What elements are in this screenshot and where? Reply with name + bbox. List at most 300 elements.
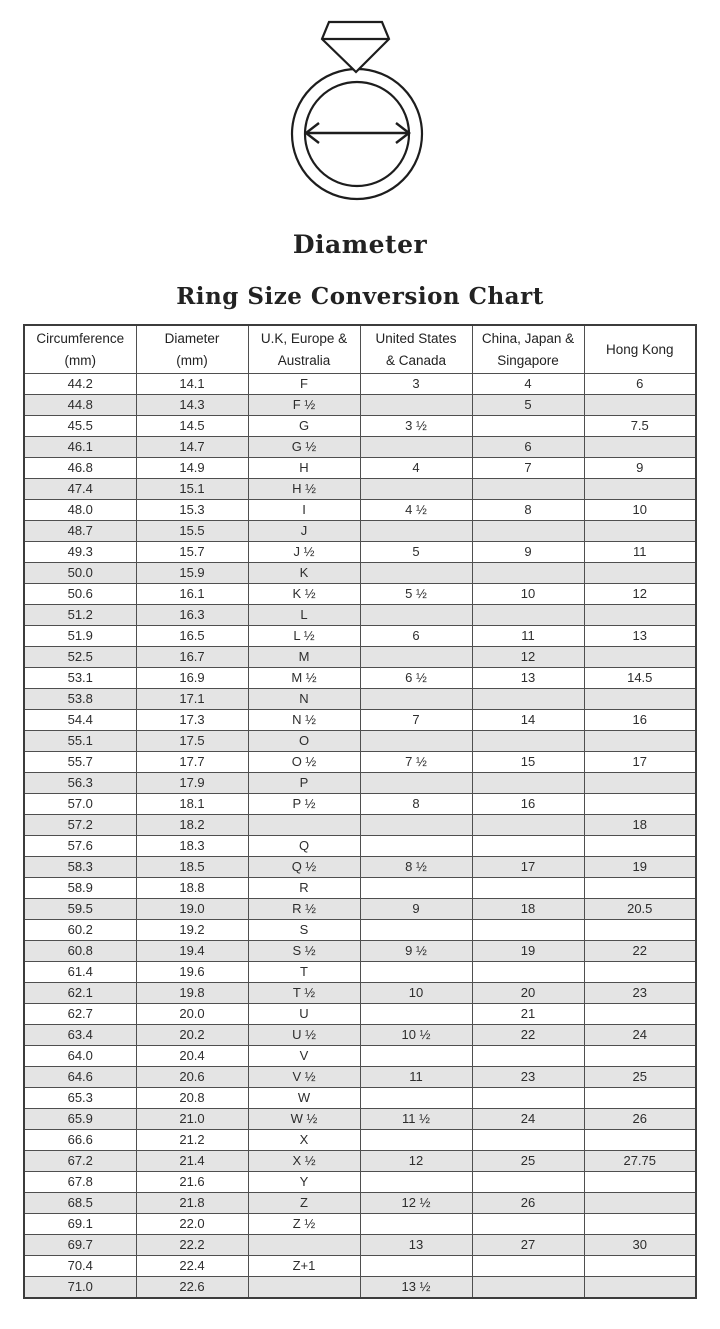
- cell-uk-europe-australia: N: [248, 689, 360, 710]
- cell-uk-europe-australia: P ½: [248, 794, 360, 815]
- cell-uk-europe-australia: I: [248, 500, 360, 521]
- cell-hong-kong: 26: [584, 1109, 696, 1130]
- cell-china-japan-singapore: 20: [472, 983, 584, 1004]
- cell-circumference: 55.1: [24, 731, 136, 752]
- column-header-circumference: Circumference (mm): [24, 325, 136, 374]
- cell-hong-kong: [584, 1214, 696, 1235]
- cell-china-japan-singapore: 5: [472, 395, 584, 416]
- cell-china-japan-singapore: 26: [472, 1193, 584, 1214]
- cell-us-canada: [360, 1046, 472, 1067]
- cell-hong-kong: [584, 962, 696, 983]
- cell-us-canada: 9: [360, 899, 472, 920]
- cell-diameter: 18.8: [136, 878, 248, 899]
- cell-hong-kong: 14.5: [584, 668, 696, 689]
- cell-circumference: 61.4: [24, 962, 136, 983]
- table-row: [24, 374, 696, 395]
- table-row: [24, 1046, 696, 1067]
- cell-us-canada: 11 ½: [360, 1109, 472, 1130]
- cell-diameter: 19.4: [136, 941, 248, 962]
- cell-us-canada: [360, 1172, 472, 1193]
- cell-hong-kong: [584, 395, 696, 416]
- cell-diameter: 15.3: [136, 500, 248, 521]
- cell-china-japan-singapore: [472, 1088, 584, 1109]
- table-row: [24, 962, 696, 983]
- cell-uk-europe-australia: S ½: [248, 941, 360, 962]
- cell-us-canada: [360, 1214, 472, 1235]
- cell-hong-kong: [584, 1046, 696, 1067]
- cell-diameter: 19.0: [136, 899, 248, 920]
- cell-circumference: 54.4: [24, 710, 136, 731]
- diameter-label: Diameter: [292, 230, 428, 259]
- table-row: [24, 1067, 696, 1088]
- cell-diameter: 18.3: [136, 836, 248, 857]
- cell-circumference: 65.9: [24, 1109, 136, 1130]
- cell-diameter: 20.2: [136, 1025, 248, 1046]
- cell-circumference: 60.8: [24, 941, 136, 962]
- cell-diameter: 22.0: [136, 1214, 248, 1235]
- cell-diameter: 19.6: [136, 962, 248, 983]
- cell-diameter: 16.3: [136, 605, 248, 626]
- table-row: [24, 1130, 696, 1151]
- cell-us-canada: [360, 395, 472, 416]
- cell-circumference: 62.1: [24, 983, 136, 1004]
- cell-circumference: 65.3: [24, 1088, 136, 1109]
- table-row: [24, 437, 696, 458]
- cell-uk-europe-australia: P: [248, 773, 360, 794]
- cell-circumference: 67.2: [24, 1151, 136, 1172]
- cell-circumference: 57.6: [24, 836, 136, 857]
- cell-us-canada: 10: [360, 983, 472, 1004]
- cell-us-canada: 3 ½: [360, 416, 472, 437]
- cell-circumference: 59.5: [24, 899, 136, 920]
- cell-hong-kong: 16: [584, 710, 696, 731]
- cell-diameter: 20.8: [136, 1088, 248, 1109]
- table-row: [24, 689, 696, 710]
- cell-china-japan-singapore: [472, 1277, 584, 1299]
- cell-diameter: 22.6: [136, 1277, 248, 1299]
- cell-diameter: 18.2: [136, 815, 248, 836]
- cell-circumference: 44.8: [24, 395, 136, 416]
- cell-uk-europe-australia: O: [248, 731, 360, 752]
- cell-uk-europe-australia: H: [248, 458, 360, 479]
- cell-china-japan-singapore: 13: [472, 668, 584, 689]
- cell-hong-kong: [584, 1172, 696, 1193]
- cell-us-canada: [360, 773, 472, 794]
- cell-diameter: 17.5: [136, 731, 248, 752]
- cell-us-canada: 13: [360, 1235, 472, 1256]
- table-row: [24, 1256, 696, 1277]
- cell-circumference: 70.4: [24, 1256, 136, 1277]
- cell-china-japan-singapore: 23: [472, 1067, 584, 1088]
- cell-china-japan-singapore: [472, 563, 584, 584]
- cell-circumference: 50.0: [24, 563, 136, 584]
- cell-uk-europe-australia: [248, 815, 360, 836]
- cell-uk-europe-australia: O ½: [248, 752, 360, 773]
- cell-china-japan-singapore: [472, 815, 584, 836]
- cell-china-japan-singapore: [472, 878, 584, 899]
- table-row: [24, 899, 696, 920]
- cell-china-japan-singapore: 6: [472, 437, 584, 458]
- cell-diameter: 17.1: [136, 689, 248, 710]
- table-row: [24, 1025, 696, 1046]
- cell-us-canada: 8 ½: [360, 857, 472, 878]
- table-row: [24, 542, 696, 563]
- cell-hong-kong: [584, 689, 696, 710]
- cell-uk-europe-australia: R ½: [248, 899, 360, 920]
- column-header-hong-kong: Hong Kong: [584, 325, 696, 374]
- cell-us-canada: 3: [360, 374, 472, 395]
- cell-circumference: 57.0: [24, 794, 136, 815]
- cell-uk-europe-australia: V ½: [248, 1067, 360, 1088]
- cell-circumference: 69.1: [24, 1214, 136, 1235]
- cell-uk-europe-australia: X: [248, 1130, 360, 1151]
- cell-us-canada: 9 ½: [360, 941, 472, 962]
- column-header-us-canada: United States & Canada: [360, 325, 472, 374]
- cell-circumference: 66.6: [24, 1130, 136, 1151]
- cell-diameter: 16.7: [136, 647, 248, 668]
- table-row: [24, 941, 696, 962]
- table-row: [24, 1277, 696, 1299]
- cell-hong-kong: [584, 1193, 696, 1214]
- cell-diameter: 14.1: [136, 374, 248, 395]
- cell-uk-europe-australia: M: [248, 647, 360, 668]
- cell-hong-kong: 24: [584, 1025, 696, 1046]
- cell-hong-kong: 20.5: [584, 899, 696, 920]
- cell-uk-europe-australia: M ½: [248, 668, 360, 689]
- cell-china-japan-singapore: 10: [472, 584, 584, 605]
- cell-uk-europe-australia: F ½: [248, 395, 360, 416]
- cell-us-canada: [360, 731, 472, 752]
- cell-circumference: 71.0: [24, 1277, 136, 1299]
- ring-figure: [0, 0, 720, 208]
- cell-uk-europe-australia: L ½: [248, 626, 360, 647]
- cell-uk-europe-australia: K: [248, 563, 360, 584]
- table-row: [24, 857, 696, 878]
- table-row: [24, 668, 696, 689]
- cell-hong-kong: 9: [584, 458, 696, 479]
- cell-china-japan-singapore: [472, 1214, 584, 1235]
- cell-us-canada: 5: [360, 542, 472, 563]
- cell-uk-europe-australia: U ½: [248, 1025, 360, 1046]
- cell-hong-kong: [584, 920, 696, 941]
- table-row: [24, 1109, 696, 1130]
- cell-hong-kong: [584, 521, 696, 542]
- cell-china-japan-singapore: [472, 1256, 584, 1277]
- cell-diameter: 21.4: [136, 1151, 248, 1172]
- cell-circumference: 48.0: [24, 500, 136, 521]
- cell-hong-kong: 22: [584, 941, 696, 962]
- cell-china-japan-singapore: [472, 836, 584, 857]
- cell-uk-europe-australia: W: [248, 1088, 360, 1109]
- cell-china-japan-singapore: 19: [472, 941, 584, 962]
- cell-uk-europe-australia: H ½: [248, 479, 360, 500]
- cell-china-japan-singapore: 16: [472, 794, 584, 815]
- cell-uk-europe-australia: U: [248, 1004, 360, 1025]
- cell-circumference: 57.2: [24, 815, 136, 836]
- cell-china-japan-singapore: 12: [472, 647, 584, 668]
- cell-china-japan-singapore: 17: [472, 857, 584, 878]
- cell-china-japan-singapore: 14: [472, 710, 584, 731]
- cell-hong-kong: [584, 647, 696, 668]
- cell-hong-kong: [584, 1088, 696, 1109]
- cell-circumference: 58.9: [24, 878, 136, 899]
- cell-hong-kong: 10: [584, 500, 696, 521]
- cell-us-canada: [360, 920, 472, 941]
- cell-hong-kong: [584, 1130, 696, 1151]
- cell-china-japan-singapore: 8: [472, 500, 584, 521]
- table-row: [24, 416, 696, 437]
- cell-hong-kong: 18: [584, 815, 696, 836]
- table-row: [24, 521, 696, 542]
- cell-us-canada: 6 ½: [360, 668, 472, 689]
- cell-hong-kong: [584, 563, 696, 584]
- cell-diameter: 14.3: [136, 395, 248, 416]
- table-row: [24, 500, 696, 521]
- cell-uk-europe-australia: Q ½: [248, 857, 360, 878]
- cell-uk-europe-australia: K ½: [248, 584, 360, 605]
- table-row: [24, 626, 696, 647]
- cell-china-japan-singapore: [472, 1172, 584, 1193]
- cell-circumference: 58.3: [24, 857, 136, 878]
- cell-diameter: 20.0: [136, 1004, 248, 1025]
- cell-diameter: 20.4: [136, 1046, 248, 1067]
- column-header-diameter: Diameter (mm): [136, 325, 248, 374]
- table-row: [24, 647, 696, 668]
- cell-china-japan-singapore: 15: [472, 752, 584, 773]
- table-row: [24, 395, 696, 416]
- table-row: [24, 752, 696, 773]
- cell-diameter: 14.9: [136, 458, 248, 479]
- cell-circumference: 47.4: [24, 479, 136, 500]
- cell-us-canada: [360, 1130, 472, 1151]
- cell-us-canada: 8: [360, 794, 472, 815]
- cell-hong-kong: 11: [584, 542, 696, 563]
- cell-us-canada: [360, 815, 472, 836]
- cell-diameter: 15.1: [136, 479, 248, 500]
- cell-china-japan-singapore: 21: [472, 1004, 584, 1025]
- cell-uk-europe-australia: [248, 1235, 360, 1256]
- cell-china-japan-singapore: [472, 773, 584, 794]
- table-row: [24, 710, 696, 731]
- cell-diameter: 22.4: [136, 1256, 248, 1277]
- cell-uk-europe-australia: J ½: [248, 542, 360, 563]
- cell-uk-europe-australia: G ½: [248, 437, 360, 458]
- cell-diameter: 15.5: [136, 521, 248, 542]
- diameter-arrow-icon: [306, 123, 409, 143]
- table-row: [24, 1004, 696, 1025]
- cell-uk-europe-australia: Q: [248, 836, 360, 857]
- cell-us-canada: 7: [360, 710, 472, 731]
- table-row: [24, 479, 696, 500]
- cell-china-japan-singapore: 7: [472, 458, 584, 479]
- cell-hong-kong: [584, 479, 696, 500]
- cell-uk-europe-australia: T ½: [248, 983, 360, 1004]
- cell-circumference: 51.9: [24, 626, 136, 647]
- cell-china-japan-singapore: 18: [472, 899, 584, 920]
- cell-hong-kong: 12: [584, 584, 696, 605]
- cell-us-canada: 4 ½: [360, 500, 472, 521]
- cell-circumference: 52.5: [24, 647, 136, 668]
- cell-diameter: 17.7: [136, 752, 248, 773]
- diamond-ring-icon: [285, 6, 435, 208]
- cell-hong-kong: 19: [584, 857, 696, 878]
- table-row: [24, 1235, 696, 1256]
- cell-china-japan-singapore: 22: [472, 1025, 584, 1046]
- cell-circumference: 46.1: [24, 437, 136, 458]
- cell-diameter: 18.5: [136, 857, 248, 878]
- cell-hong-kong: 27.75: [584, 1151, 696, 1172]
- cell-uk-europe-australia: Z ½: [248, 1214, 360, 1235]
- table-row: [24, 731, 696, 752]
- cell-circumference: 50.6: [24, 584, 136, 605]
- cell-china-japan-singapore: [472, 689, 584, 710]
- cell-uk-europe-australia: L: [248, 605, 360, 626]
- cell-diameter: 20.6: [136, 1067, 248, 1088]
- cell-uk-europe-australia: N ½: [248, 710, 360, 731]
- cell-us-canada: [360, 962, 472, 983]
- cell-diameter: 15.7: [136, 542, 248, 563]
- cell-hong-kong: 17: [584, 752, 696, 773]
- table-row: [24, 815, 696, 836]
- table-row: [24, 458, 696, 479]
- cell-china-japan-singapore: 4: [472, 374, 584, 395]
- cell-us-canada: 10 ½: [360, 1025, 472, 1046]
- cell-circumference: 63.4: [24, 1025, 136, 1046]
- cell-circumference: 44.2: [24, 374, 136, 395]
- cell-china-japan-singapore: [472, 962, 584, 983]
- cell-hong-kong: [584, 773, 696, 794]
- cell-us-canada: 6: [360, 626, 472, 647]
- cell-us-canada: [360, 521, 472, 542]
- cell-circumference: 64.6: [24, 1067, 136, 1088]
- cell-us-canada: 7 ½: [360, 752, 472, 773]
- cell-diameter: 14.7: [136, 437, 248, 458]
- cell-uk-europe-australia: V: [248, 1046, 360, 1067]
- cell-circumference: 67.8: [24, 1172, 136, 1193]
- cell-hong-kong: [584, 605, 696, 626]
- cell-china-japan-singapore: [472, 1046, 584, 1067]
- cell-china-japan-singapore: [472, 605, 584, 626]
- table-header-row: [24, 325, 696, 374]
- cell-us-canada: 12: [360, 1151, 472, 1172]
- cell-circumference: 69.7: [24, 1235, 136, 1256]
- table-header: [24, 325, 696, 374]
- cell-china-japan-singapore: [472, 731, 584, 752]
- column-header-uk-europe-australia: U.K, Europe & Australia: [248, 325, 360, 374]
- cell-hong-kong: [584, 794, 696, 815]
- table-row: [24, 836, 696, 857]
- cell-china-japan-singapore: [472, 1130, 584, 1151]
- cell-uk-europe-australia: G: [248, 416, 360, 437]
- cell-uk-europe-australia: Y: [248, 1172, 360, 1193]
- cell-us-canada: 4: [360, 458, 472, 479]
- cell-circumference: 48.7: [24, 521, 136, 542]
- table-row: [24, 1214, 696, 1235]
- cell-diameter: 19.2: [136, 920, 248, 941]
- cell-circumference: 60.2: [24, 920, 136, 941]
- cell-diameter: 21.0: [136, 1109, 248, 1130]
- cell-diameter: 21.2: [136, 1130, 248, 1151]
- cell-circumference: 56.3: [24, 773, 136, 794]
- table-row: [24, 584, 696, 605]
- cell-us-canada: [360, 605, 472, 626]
- cell-diameter: 18.1: [136, 794, 248, 815]
- cell-china-japan-singapore: [472, 479, 584, 500]
- cell-uk-europe-australia: W ½: [248, 1109, 360, 1130]
- cell-us-canada: [360, 647, 472, 668]
- cell-china-japan-singapore: [472, 521, 584, 542]
- cell-circumference: 46.8: [24, 458, 136, 479]
- cell-circumference: 51.2: [24, 605, 136, 626]
- cell-diameter: 16.5: [136, 626, 248, 647]
- cell-diameter: 17.9: [136, 773, 248, 794]
- cell-us-canada: [360, 1256, 472, 1277]
- table-row: [24, 920, 696, 941]
- cell-hong-kong: 7.5: [584, 416, 696, 437]
- cell-hong-kong: 30: [584, 1235, 696, 1256]
- cell-diameter: 19.8: [136, 983, 248, 1004]
- cell-us-canada: [360, 689, 472, 710]
- cell-us-canada: [360, 1004, 472, 1025]
- cell-hong-kong: [584, 836, 696, 857]
- cell-diameter: 22.2: [136, 1235, 248, 1256]
- cell-china-japan-singapore: 24: [472, 1109, 584, 1130]
- cell-hong-kong: [584, 437, 696, 458]
- table-body: [24, 374, 696, 1299]
- table-row: [24, 1151, 696, 1172]
- table-row: [24, 1088, 696, 1109]
- cell-circumference: 62.7: [24, 1004, 136, 1025]
- cell-china-japan-singapore: 27: [472, 1235, 584, 1256]
- cell-hong-kong: 25: [584, 1067, 696, 1088]
- cell-circumference: 49.3: [24, 542, 136, 563]
- cell-uk-europe-australia: F: [248, 374, 360, 395]
- cell-us-canada: [360, 878, 472, 899]
- cell-diameter: 16.9: [136, 668, 248, 689]
- cell-uk-europe-australia: Z+1: [248, 1256, 360, 1277]
- cell-china-japan-singapore: [472, 416, 584, 437]
- cell-us-canada: 5 ½: [360, 584, 472, 605]
- cell-circumference: 64.0: [24, 1046, 136, 1067]
- table-row: [24, 1172, 696, 1193]
- cell-diameter: 17.3: [136, 710, 248, 731]
- cell-circumference: 45.5: [24, 416, 136, 437]
- cell-us-canada: [360, 479, 472, 500]
- table-row: [24, 605, 696, 626]
- cell-us-canada: 11: [360, 1067, 472, 1088]
- cell-uk-europe-australia: J: [248, 521, 360, 542]
- cell-circumference: 53.8: [24, 689, 136, 710]
- cell-us-canada: [360, 1088, 472, 1109]
- cell-circumference: 53.1: [24, 668, 136, 689]
- cell-uk-europe-australia: Z: [248, 1193, 360, 1214]
- cell-us-canada: 13 ½: [360, 1277, 472, 1299]
- cell-diameter: 16.1: [136, 584, 248, 605]
- ring-size-conversion-table: [23, 324, 697, 1299]
- table-row: [24, 773, 696, 794]
- cell-diameter: 21.6: [136, 1172, 248, 1193]
- cell-uk-europe-australia: [248, 1277, 360, 1299]
- cell-hong-kong: 23: [584, 983, 696, 1004]
- cell-us-canada: [360, 563, 472, 584]
- cell-uk-europe-australia: R: [248, 878, 360, 899]
- cell-diameter: 15.9: [136, 563, 248, 584]
- cell-china-japan-singapore: 9: [472, 542, 584, 563]
- cell-china-japan-singapore: 11: [472, 626, 584, 647]
- cell-uk-europe-australia: S: [248, 920, 360, 941]
- cell-diameter: 21.8: [136, 1193, 248, 1214]
- cell-diameter: 14.5: [136, 416, 248, 437]
